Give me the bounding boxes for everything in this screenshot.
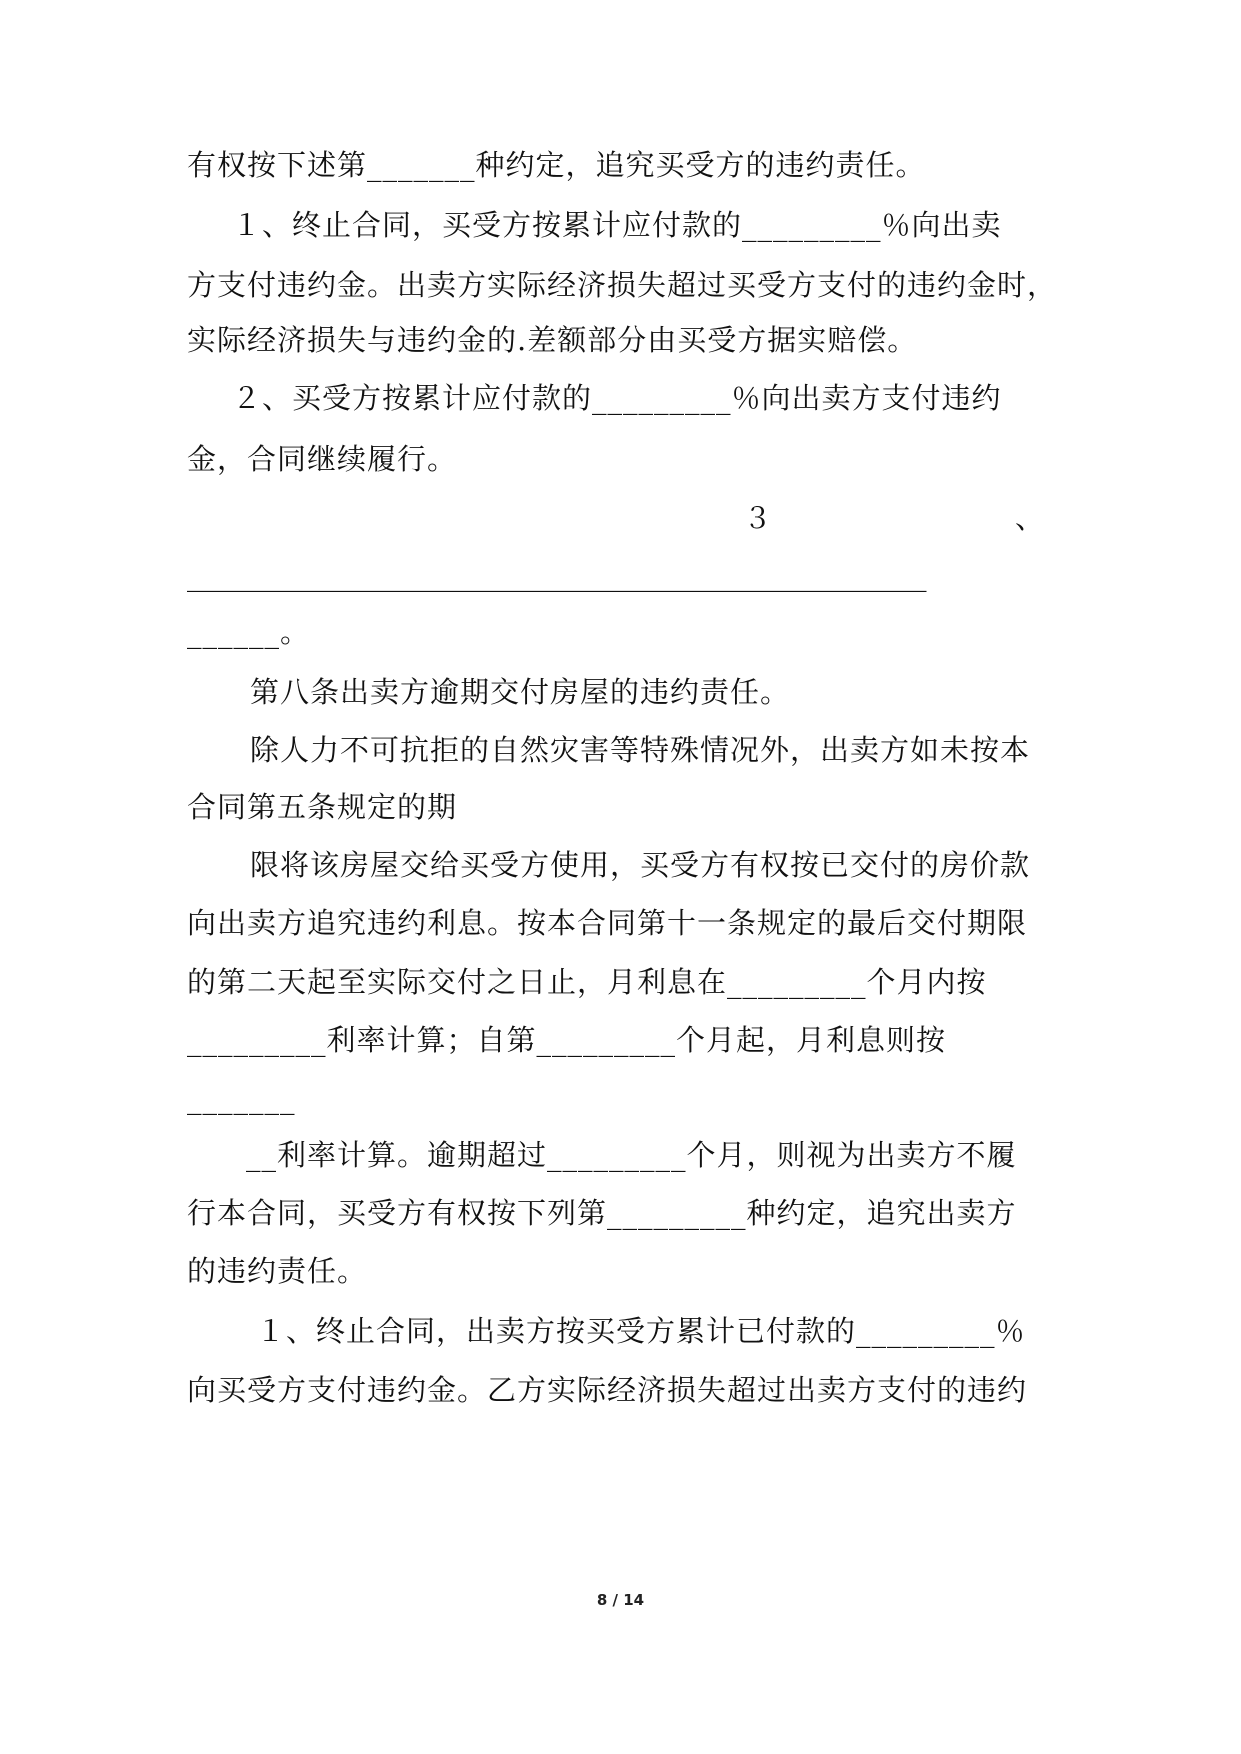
text-line: 第八条出卖方逾期交付房屋的违约责任。 — [250, 675, 791, 709]
text-line: １、终止合同，出卖方按买受方累计已付款的_________％ — [256, 1314, 1026, 1348]
text-line: 行本合同，买受方有权按下列第_________种约定，追究出卖方 — [187, 1196, 1017, 1230]
text-line: 、 — [1015, 501, 1046, 535]
page-number: 8 / 14 — [596, 1591, 645, 1609]
text-line: _______ — [187, 1081, 296, 1115]
text-line: ______。 — [187, 615, 311, 649]
text-line: 合同第五条规定的期 — [187, 790, 458, 824]
text-line: 有权按下述第_______种约定，追究买受方的违约责任。 — [187, 148, 926, 182]
text-line: 向出卖方追究违约利息。按本合同第十一条规定的最后交付期限 — [187, 906, 1028, 940]
text-line: _________利率计算；自第_________个月起，月利息则按 — [187, 1023, 947, 1057]
text-line: 金，合同继续履行。 — [187, 442, 458, 476]
text-line: __利率计算。逾期超过_________个月，则视为出卖方不履 — [246, 1138, 1017, 1172]
text-line: 方支付违约金。出卖方实际经济损失超过买受方支付的违约金时， — [187, 268, 1058, 302]
text-line: 的第二天起至实际交付之日止，月利息在_________个月内按 — [187, 965, 987, 999]
text-line: 限将该房屋交给买受方使用，买受方有权按已交付的房价款 — [250, 848, 1031, 882]
text-line: 实际经济损失与违约金的.差额部分由买受方据实赔偿。 — [187, 323, 918, 357]
text-line: 除人力不可抗拒的自然灾害等特殊情况外，出卖方如未按本 — [250, 733, 1031, 767]
text-line: 向买受方支付违约金。乙方实际经济损失超过出卖方支付的违约 — [187, 1373, 1028, 1407]
text-line: １、终止合同，买受方按累计应付款的_________％向出卖 — [232, 208, 1002, 242]
text-line: ２、买受方按累计应付款的_________％向出卖方支付违约 — [232, 381, 1002, 415]
text-line: 的违约责任。 — [187, 1254, 368, 1288]
text-line: ３ — [743, 501, 774, 535]
text-line: ___________________________________________________ — [187, 558, 927, 592]
